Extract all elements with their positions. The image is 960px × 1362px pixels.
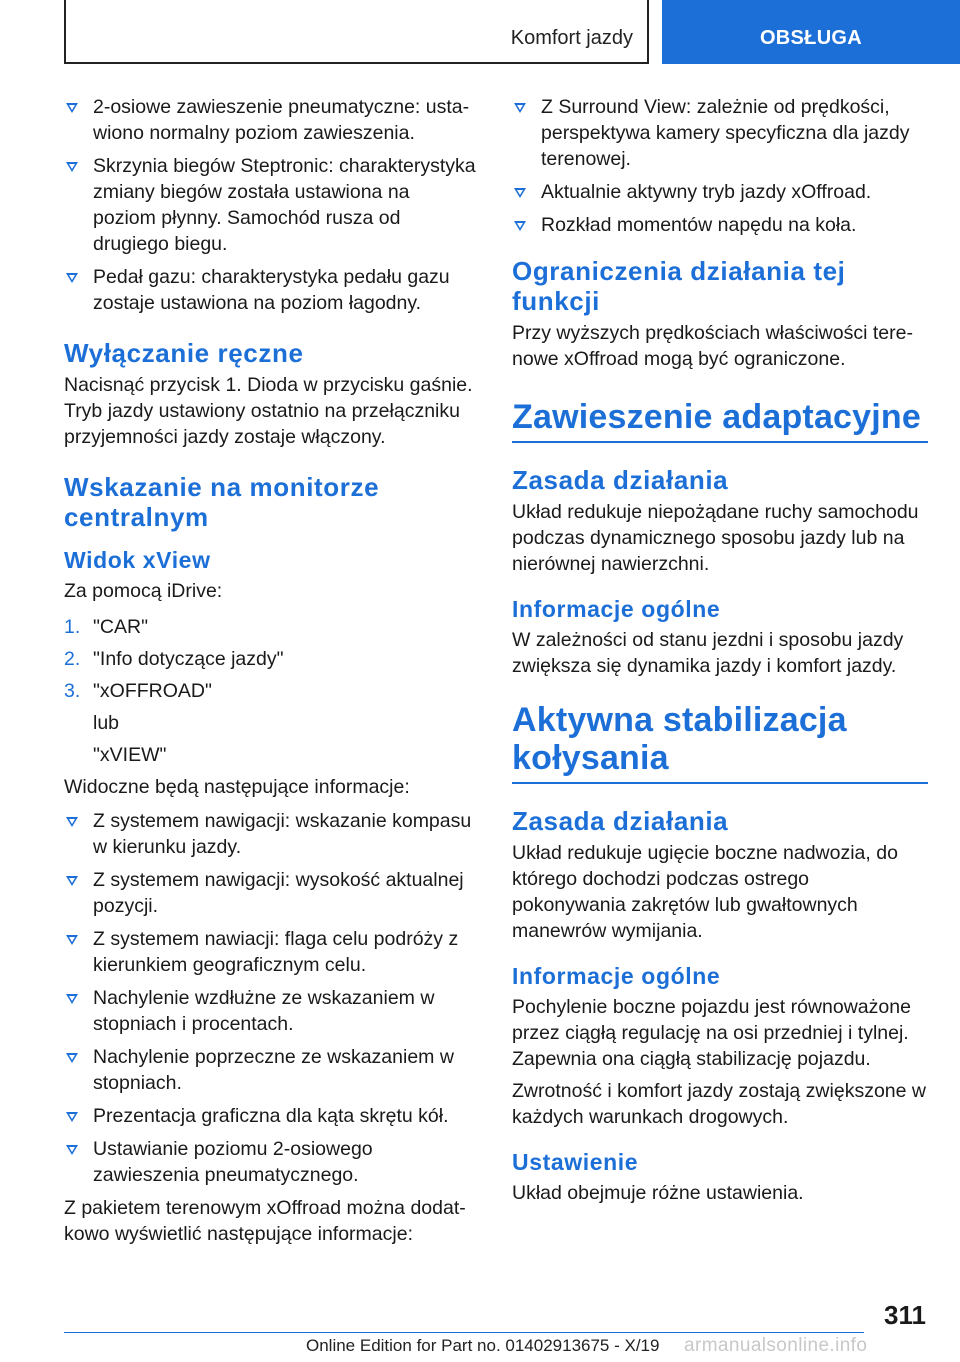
list-item: Pedał gazu: charakterystyka pedału gazu zostaje ustawiona na poziom łagodny. [64, 264, 476, 316]
paragraph-manual-off: Nacisnąć przycisk 1. Dioda w przycisku gaśnie. Tryb jazdy ustawiony ostatnio na przełączniku przyjemności jazdy zostaje włączony. [64, 374, 473, 448]
list-item: Nachylenie poprzeczne ze wskazaniem w stopniach. [64, 1044, 476, 1096]
heading-central-monitor: Wskazanie na monitorze centralnym [64, 472, 380, 532]
heading-limits: Ograniczenia działania tej funkcji [512, 256, 846, 316]
bullet-list-info [64, 808, 476, 1188]
page-number: 311 [884, 1300, 926, 1330]
list-item: Skrzynia biegów Steptronic: charakterystyka zmiany biegów została ustawiona na poziom płynny. Samochód rusza od drugiego biegu. [64, 153, 476, 257]
triangle-bullet-icon [66, 1145, 78, 1155]
list-item: 2-osiowe zawieszenie pneumatyczne: ustawiono normalny poziom zawieszenia. [64, 94, 476, 146]
triangle-bullet-icon [514, 188, 526, 198]
triangle-bullet-icon [66, 273, 78, 283]
step-or: lub [93, 712, 120, 734]
list-item: 2. "Info dotyczące jazdy" [64, 648, 284, 670]
paragraph-general-2b: Zwrotność i komfort jazdy zostają zwiększone w każdych warunkach drogowych. [512, 1080, 926, 1128]
header-section-box [64, 0, 649, 64]
triangle-bullet-icon [66, 935, 78, 945]
steps-list [64, 614, 476, 704]
paragraph-setting: Układ obejmuje różne ustawienia. [512, 1182, 804, 1204]
paragraph-general-1: W zależności od stanu jezdni i sposobu jazdy zwiększa się dynamika jazdy i komfort jazdy. [512, 629, 904, 677]
heading-principle-2: Zasada działania [512, 806, 729, 836]
paragraph-limits: Przy wyższych prędkościach właściwości terenowe xOffroad mogą być ograniczone. [512, 322, 913, 370]
triangle-bullet-icon [66, 103, 78, 113]
section-title: Komfort jazdy [510, 27, 633, 49]
step-alt: "xVIEW" [93, 744, 167, 766]
heading-roll-stabilization: Aktywna stabilizacja kołysania [512, 701, 928, 784]
paragraph-visible-info: Widoczne będą następujące informacje: [64, 776, 410, 798]
triangle-bullet-icon [66, 876, 78, 886]
triangle-bullet-icon [66, 817, 78, 827]
header-tab-label: OBSŁUGA [759, 27, 863, 49]
bullet-list-modes [64, 94, 476, 316]
heading-xview: Widok xView [64, 547, 211, 573]
list-item: Prezentacja graficzna dla kąta skrętu kół. [64, 1103, 476, 1129]
paragraph-idrive: Za pomocą iDrive: [64, 580, 223, 602]
heading-general-2: Informacje ogólne [512, 963, 721, 989]
watermark: armanualsonline.info [684, 1335, 868, 1356]
triangle-bullet-icon [514, 221, 526, 231]
footer-divider [64, 1332, 864, 1333]
paragraph-general-2a: Pochylenie boczne pojazdu jest równoważone przez ciągłą regulację na osi przedniej i tylnej. Zapewnia ona ciągłą stabilizację pojazdu. [512, 996, 911, 1070]
list-item: Z systemem nawigacji: wysokość aktualnej pozycji. [64, 867, 476, 919]
list-item: 1. "CAR" [64, 616, 149, 638]
triangle-bullet-icon [66, 1112, 78, 1122]
triangle-bullet-icon [66, 994, 78, 1004]
triangle-bullet-icon [514, 103, 526, 113]
header-tab-obsluga[interactable] [662, 0, 960, 64]
list-item: Z Surround View: zależnie od prędkości, perspektywa kamery specyficzna dla jazdy terenowej. [512, 94, 928, 172]
list-item: Rozkład momentów napędu na koła. [512, 212, 928, 238]
triangle-bullet-icon [66, 1053, 78, 1063]
paragraph-principle-1: Układ redukuje niepożądane ruchy samochodu podczas dynamicznego sposobu jazdy lub na nierównej nawierzchni. [512, 501, 919, 575]
left-column [64, 94, 476, 1253]
paragraph-package: Z pakietem terenowym xOffroad można dodatkowo wyświetlić następujące informacje: [64, 1197, 466, 1245]
list-item: Ustawianie poziomu 2-osiowego zawieszenia pneumatycznego. [64, 1136, 476, 1188]
list-item: Aktualnie aktywny tryb jazdy xOffroad. [512, 179, 928, 205]
heading-principle-1: Zasada działania [512, 465, 729, 495]
heading-manual-off: Wyłączanie ręczne [64, 338, 304, 368]
triangle-bullet-icon [66, 162, 78, 172]
heading-general-1: Informacje ogólne [512, 596, 721, 622]
footer-edition: Online Edition for Part no. 01402913675 - X/19 [306, 1336, 660, 1355]
heading-setting: Ustawienie [512, 1149, 639, 1175]
list-item: Z systemem nawigacji: wskazanie kompasu w kierunku jazdy. [64, 808, 476, 860]
right-column [512, 94, 928, 1212]
list-item: Z systemem nawiacji: flaga celu podróży z kierunkiem geograficznym celu. [64, 926, 476, 978]
bullet-list-package [512, 94, 928, 238]
paragraph-principle-2: Układ redukuje ugięcie boczne nadwozia, do którego dochodzi podczas ostrego pokonywania zakrętów lub gwałtownych manewrów wymijania. [512, 842, 898, 942]
list-item: 3. "xOFFROAD" [64, 680, 212, 702]
list-item: Nachylenie wzdłużne ze wskazaniem w stopniach i procentach. [64, 985, 476, 1037]
heading-adaptive-suspension: Zawieszenie adaptacyjne [512, 398, 928, 443]
